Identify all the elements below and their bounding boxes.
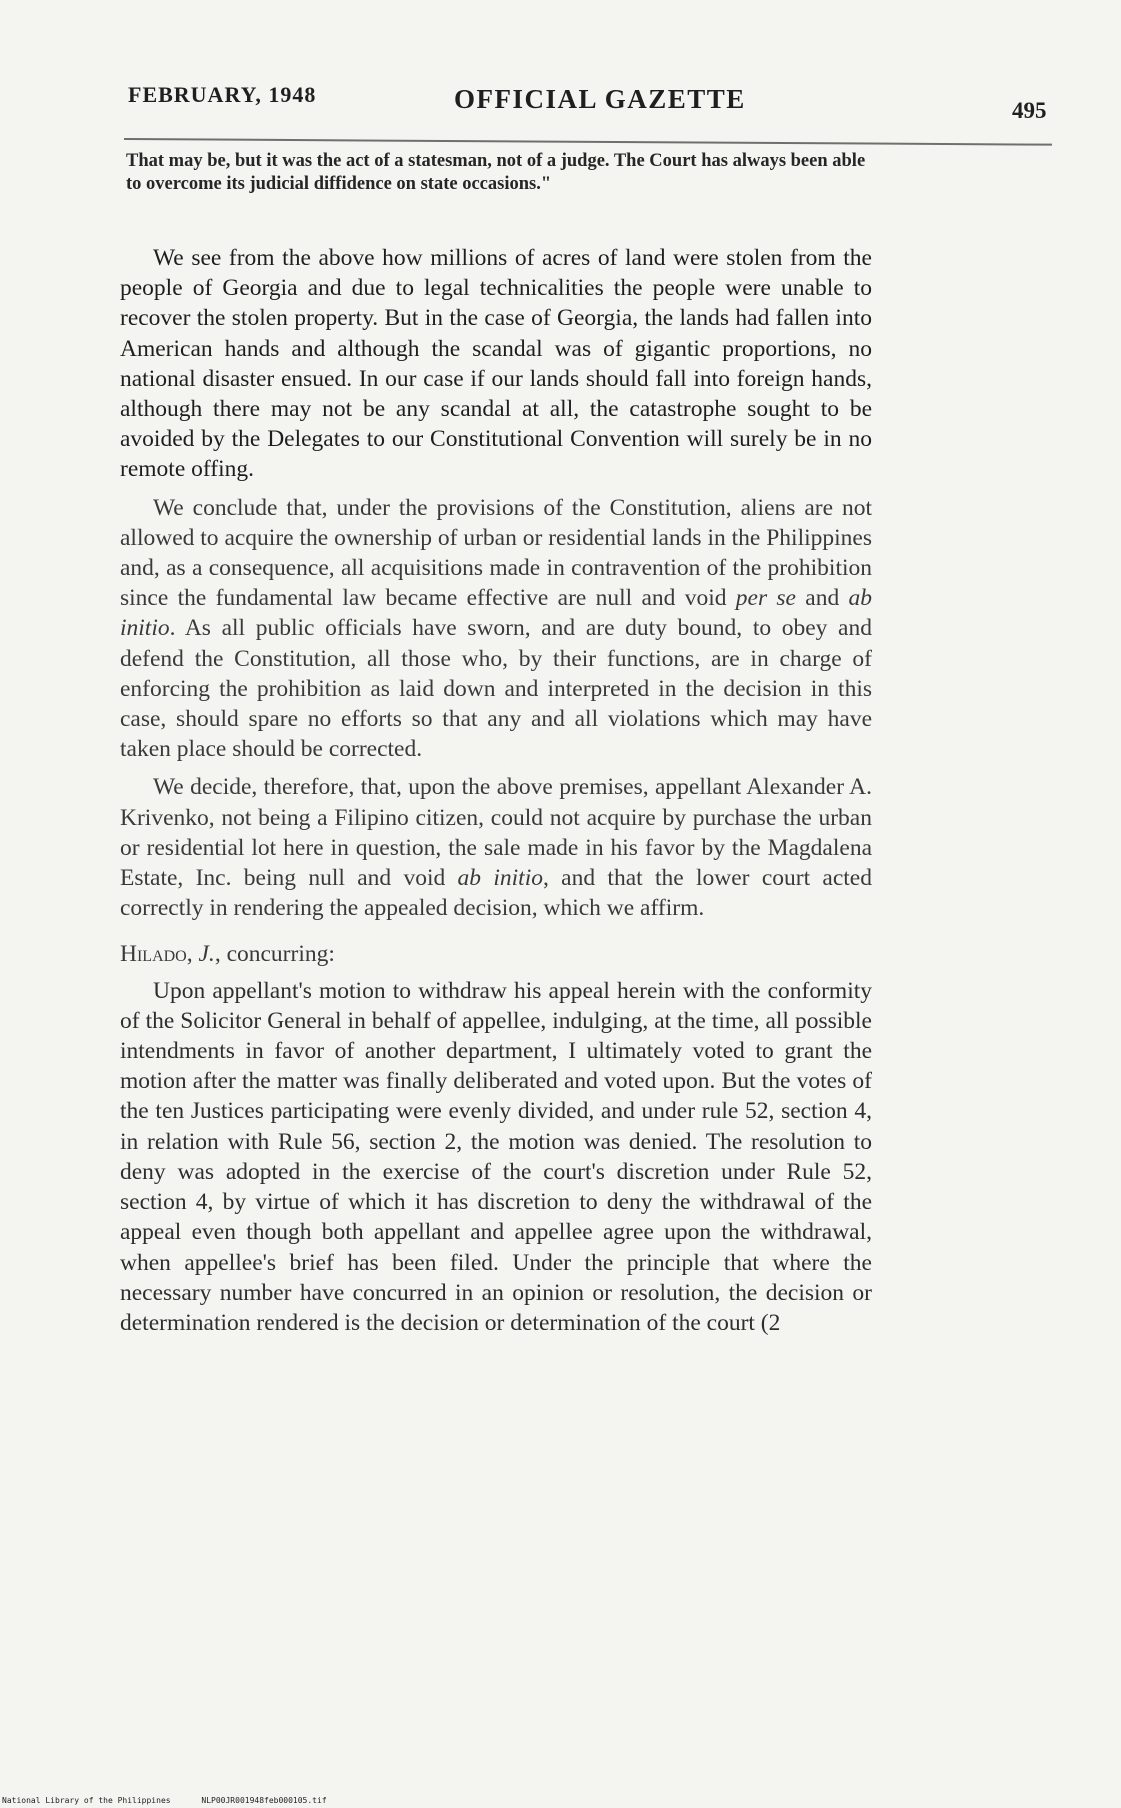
page-header — [124, 82, 1054, 122]
justice-name: Hilado — [120, 941, 187, 968]
block-quote — [126, 150, 884, 196]
page-number: 495 — [1012, 98, 1047, 123]
paragraph-conclusion — [120, 493, 872, 765]
latin-per-se: per se — [735, 585, 796, 612]
paragraph-decision-text-2: , and that the lower court acted correctly in rendering the appealed decision, which we affirm. — [120, 865, 872, 922]
heading-concurring: , concurring: — [214, 941, 335, 968]
paragraph-decision — [120, 772, 872, 923]
paragraph-decision-text-1: We decide, therefore, that, upon the above premises, appellant Alexander A. Krivenko, not being a Filipino citizen, could not acquire by purchase the urban or residential lot here in question, the sale made in his favor by the Magdalena Estate, Inc. being null and void — [120, 774, 872, 892]
paragraph-concurring-opinion: Upon appellant's motion to withdraw his appeal herein with the conformity of the Solicitor General in behalf of appellee, indulging, at the time, all possible intendments in favor of another department, I ultimately voted to grant the motion after the matter was finally deliberated and voted upon. But the votes of the ten Justices participating were evenly divided, and under rule 52, section 4, in relation with Rule 56, section 2, the motion was denied. The resolution to deny was adopted in the exercise of the court's discretion under Rule 52, section 4, by virtue of which it has discretion to deny the withdrawal of the appeal even though both appellant and appellee agree upon the withdrawal, when appellee's brief has been filed. Under the principle that where the necessary number have concurred in an opinion or resolution, the decision or determination rendered is the decision or determination of the court (2 — [120, 977, 872, 1336]
justice-title: J. — [198, 941, 215, 968]
scan-file-id: NLP00JR001948feb000105.tif — [201, 1796, 327, 1805]
heading-separator: , — [186, 941, 199, 968]
body-text — [120, 243, 872, 1338]
paragraph-conclusion-text-1: We conclude that, under the provisions of the Constitution, aliens are not allowed to acquire the ownership of urban or residential lands in the Philippines and, as a consequence, all acquisitions made in contravention of the prohibition since the fundamental law became effective are null and void — [120, 494, 872, 612]
scan-footer — [2, 1796, 602, 1805]
latin-ab-initio: ab initio — [120, 585, 873, 642]
header-rule — [124, 138, 1052, 146]
paragraph-georgia: We see from the above how millions of acres of land were stolen from the people of Georgia and due to legal technicalities the people were unable to recover the stolen property. But in the case of Georgia, the lands had fallen into American hands and although the scandal was of gigantic proportions, no national disaster ensued. In our case if our lands should fall into foreign hands, although there may not be any scandal at all, the catastrophe sought to be avoided by the Delegates to our Constitutional Convention will surely be in no remote offing. — [120, 245, 872, 483]
issue-date: FEBRUARY, 1948 — [128, 82, 317, 107]
paragraph-conclusion-text-3: . As all public officials have sworn, and are duty bound, to obey and defend the Constitution, all those who, by their functions, are in charge of enforcing the prohibition as laid down and interpreted in the decision in this case, should spare no efforts so that any and all violations which may have taken place should be corrected. — [120, 615, 872, 763]
concurring-heading — [120, 939, 872, 969]
paragraph-conclusion-text-2: and — [795, 585, 849, 612]
latin-ab-initio-2: ab initio — [457, 865, 543, 892]
library-credit: National Library of the Philippines — [2, 1796, 171, 1805]
quote-text: That may be, but it was the act of a statesman, not of a judge. The Court has always been able to overcome its judicial diffidence on state occasions." — [126, 151, 866, 194]
publication-title: OFFICIAL GAZETTE — [454, 84, 746, 114]
